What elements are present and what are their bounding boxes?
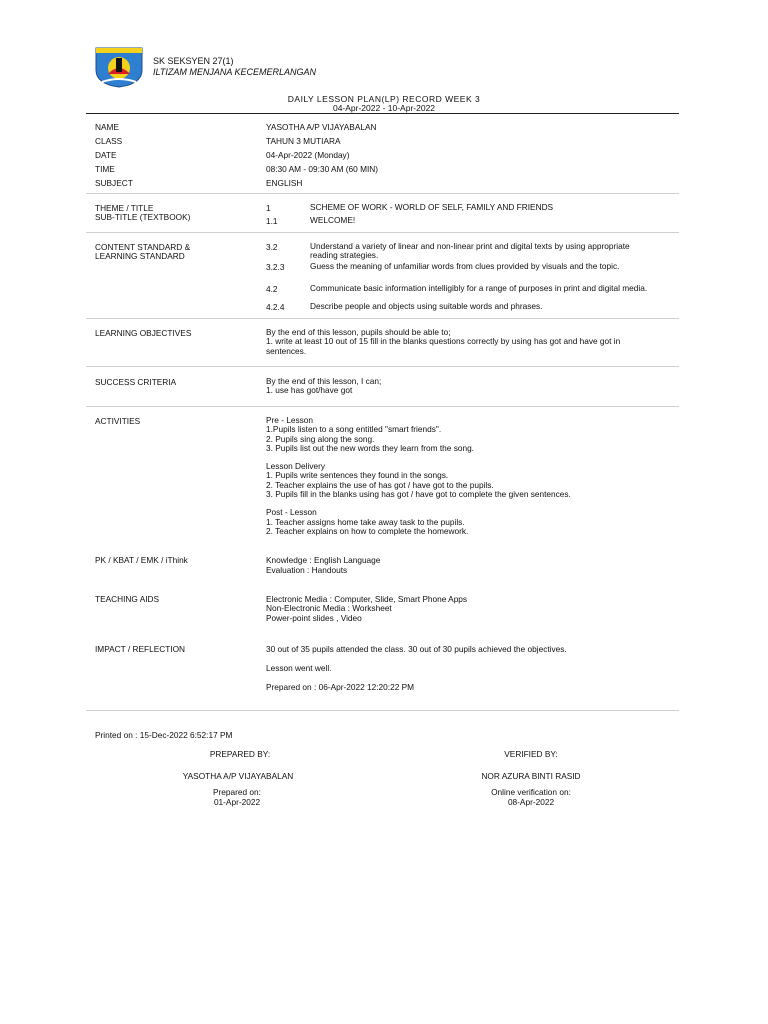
activity-item: 1.Pupils listen to a song entitled "smart friends".	[266, 424, 442, 435]
standard-text: Communicate basic information intelligibly for a range of purposes in print and digital media.	[310, 283, 648, 293]
activity-item: 2. Pupils sing along the song.	[266, 433, 375, 444]
school-name: SK SEKSYEN 27(1)	[153, 56, 234, 66]
name-label: NAME	[95, 122, 119, 132]
standard-text: Describe people and objects using suitable words and phrases.	[310, 301, 543, 311]
teaching-aids-content	[266, 595, 656, 623]
content-standard-label: CONTENT STANDARD &	[95, 242, 191, 252]
title-text: DAILY LESSON PLAN(LP) RECORD WEEK 3	[287, 94, 481, 104]
prepared-by-label: PREPARED BY:	[209, 749, 271, 759]
pk-evaluation: Evaluation : Handouts	[266, 565, 348, 575]
verified-by-name: NOR AZURA BINTI RASID	[481, 771, 581, 781]
theme-label: THEME / TITLE	[95, 203, 154, 213]
non-electronic-media: Non-Electronic Media : Worksheet	[266, 603, 392, 614]
theme-number: 1	[266, 203, 271, 213]
objectives-content	[266, 328, 656, 356]
standard-number: 4.2.4	[266, 302, 285, 312]
impact-label: IMPACT / REFLECTION	[95, 644, 186, 654]
prepared-on-date: 01-Apr-2022	[213, 797, 261, 807]
divider	[86, 710, 679, 711]
theme-text: SCHEME OF WORK - WORLD OF SELF, FAMILY AND FRIENDS	[310, 202, 554, 212]
electronic-media: Electronic Media : Computer, Slide, Smart Phone Apps	[266, 594, 468, 604]
standard-number: 3.2	[266, 242, 278, 252]
divider	[86, 193, 679, 194]
objectives-intro: By the end of this lesson, pupils should be able to;	[266, 327, 451, 337]
standard-number: 4.2	[266, 284, 278, 294]
activity-item: 1. Teacher assigns home take away task to the pupils.	[266, 516, 465, 527]
subtitle-text: WELCOME!	[310, 215, 356, 225]
date-label: DATE	[95, 150, 117, 160]
objective-item: 1. write at least 10 out of 15 fill in the blanks questions correctly by using has got and have got in sentences.	[266, 336, 621, 356]
other-aids: Power-point slides , Video	[266, 612, 362, 623]
date-range: 04-Apr-2022 - 10-Apr-2022	[332, 103, 436, 113]
success-criteria-content	[266, 377, 656, 396]
verified-by-label: VERIFIED BY:	[504, 749, 558, 759]
prepared-on-label: Prepared on:	[213, 787, 261, 797]
document-title	[0, 95, 768, 113]
standard-text: Guess the meaning of unfamiliar words from clues provided by visuals and the topic.	[310, 261, 620, 271]
activities-content	[266, 416, 656, 536]
lesson-delivery-title: Lesson Delivery	[266, 461, 326, 472]
activities-label: ACTIVITIES	[95, 416, 141, 426]
pk-label: PK / KBAT / EMK / iThink	[95, 555, 188, 565]
subject-value: ENGLISH	[266, 178, 303, 188]
success-criteria-label: SUCCESS CRITERIA	[95, 377, 177, 387]
post-lesson-title: Post - Lesson	[266, 507, 317, 518]
verified-on-label: Online verification on:	[491, 787, 571, 797]
pk-knowledge: Knowledge : English Language	[266, 555, 381, 565]
learning-standard-label: LEARNING STANDARD	[95, 251, 185, 261]
activity-item: 2. Teacher explains on how to complete the homework.	[266, 525, 469, 536]
class-label: CLASS	[95, 136, 123, 146]
printed-on: Printed on : 15-Dec-2022 6:52:17 PM	[95, 730, 233, 740]
school-motto: ILTIZAM MENJANA KECEMERLANGAN	[153, 67, 317, 77]
impact-prepared-on: Prepared on : 06-Apr-2022 12:20:22 PM	[266, 682, 415, 692]
subtitle-number: 1.1	[266, 216, 278, 226]
prepared-by-name: YASOTHA A/P VIJAYABALAN	[182, 771, 294, 781]
success-item: 1. use has got/have got	[266, 385, 353, 396]
school-header	[153, 56, 316, 78]
pk-content	[266, 555, 656, 575]
divider	[86, 318, 679, 319]
divider	[86, 232, 679, 233]
time-label: TIME	[95, 164, 115, 174]
date-value: 04-Apr-2022 (Monday)	[266, 150, 350, 160]
standard-text: Understand a variety of linear and non-linear print and digital texts by using appropriate reading strategies.	[310, 241, 630, 260]
time-value: 08:30 AM - 09:30 AM (60 MIN)	[266, 164, 379, 174]
class-value: TAHUN 3 MUTIARA	[266, 136, 341, 146]
teaching-aids-label: TEACHING AIDS	[95, 594, 160, 604]
activity-item: 2. Teacher explains the use of has got / have got to the pupils.	[266, 479, 494, 490]
pre-lesson-title: Pre - Lesson	[266, 415, 314, 425]
activity-item: 1. Pupils write sentences they found in the songs.	[266, 470, 449, 481]
divider	[86, 406, 679, 407]
objectives-label: LEARNING OBJECTIVES	[95, 328, 192, 338]
subtitle-label: SUB-TITLE (TEXTBOOK)	[95, 212, 191, 222]
impact-reflection: Lesson went well.	[266, 663, 332, 673]
activity-item: 3. Pupils list out the new words they learn from the song.	[266, 442, 474, 453]
verified-on-date: 08-Apr-2022	[507, 797, 555, 807]
impact-attendance: 30 out of 35 pupils attended the class. 30 out of 30 pupils achieved the objectives.	[266, 644, 567, 654]
success-intro: By the end of this lesson, I can;	[266, 376, 382, 386]
activity-item: 3. Pupils fill in the blanks using has got / have got to complete the given sentences.	[266, 489, 571, 500]
school-crest-icon	[94, 44, 144, 88]
standard-number: 3.2.3	[266, 262, 285, 272]
subject-label: SUBJECT	[95, 178, 133, 188]
header-divider	[86, 113, 679, 114]
teacher-name: YASOTHA A/P VIJAYABALAN	[266, 122, 377, 132]
divider	[86, 366, 679, 367]
